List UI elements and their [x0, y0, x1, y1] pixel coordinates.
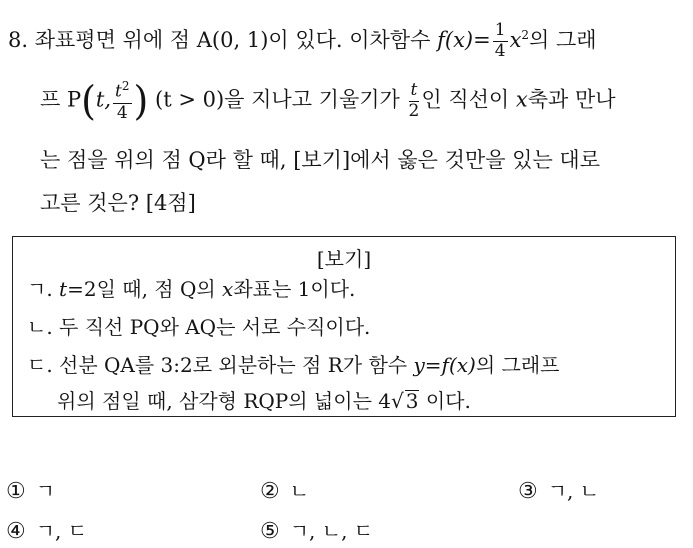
frac-numerator: $t^2$ — [115, 79, 130, 102]
point-p-t: t, — [95, 87, 112, 112]
left-paren: ( — [81, 78, 96, 125]
question-text-1a: 좌표평면 위에 점 A(0, 1)이 있다. 이차함수 — [34, 27, 431, 52]
function-fx: f(x) — [437, 27, 474, 52]
bogi-title: [보기] — [316, 247, 372, 271]
frac-numerator: 1 — [494, 20, 506, 40]
frac-denominator: 2 — [408, 100, 420, 121]
variable-x: x — [515, 87, 528, 112]
bogi-item-3: ㄷ. 선분 QA를 3:2로 외분하는 점 R가 함수 y=f(x)의 그래프 — [27, 353, 560, 377]
question-text-2c: 인 직선이 — [421, 87, 510, 112]
exponent: 2 — [521, 27, 530, 42]
question-number: 8. — [8, 27, 29, 52]
choice-4[interactable]: ④ ㄱ, ㄷ — [6, 519, 88, 544]
question-line-3: 는 점을 위의 점 Q라 할 때, [보기]에서 옳은 것만을 있는 대로 — [40, 148, 600, 172]
question-text-1b: 의 그래 — [529, 27, 597, 52]
choice-5[interactable]: ⑤ ㄱ, ㄴ, ㄷ — [260, 519, 374, 544]
choice-3[interactable]: ③ ㄱ, ㄴ — [518, 479, 600, 504]
right-paren: ) — [133, 78, 149, 125]
question-line-1 — [8, 22, 597, 61]
frac-denominator: 4 — [494, 40, 506, 61]
question-line-4: 고른 것은? [4점] — [40, 191, 196, 215]
fraction-t-over-2 — [408, 79, 420, 121]
frac-denominator: 4 — [116, 102, 128, 123]
sqrt-sign: √ — [390, 389, 404, 413]
equals-sign: = — [473, 27, 491, 52]
question-text-2d: 축과 만나 — [527, 87, 616, 112]
fraction-one-quarter — [493, 22, 508, 61]
variable-x: x — [509, 27, 522, 52]
choice-2[interactable]: ② ㄴ — [260, 479, 310, 504]
fraction-t2-over-4 — [113, 80, 131, 122]
question-text-2b: (t > 0)을 지나고 기울기가 — [155, 87, 400, 112]
question-text-2a: 프 P — [40, 87, 82, 112]
bogi-box — [12, 236, 676, 417]
bogi-item-1: ㄱ. t=2일 때, 점 Q의 x좌표는 1이다. — [27, 277, 356, 301]
choice-1[interactable]: ① ㄱ — [6, 479, 56, 504]
sqrt-value: 3 — [405, 389, 419, 413]
frac-numerator: t — [410, 79, 418, 100]
bogi-item-3-cont: 위의 점일 때, 삼각형 RQP의 넓이는 4√ 3 이다. — [57, 389, 471, 413]
question-line-2 — [40, 78, 616, 125]
bogi-item-2: ㄴ. 두 직선 PQ와 AQ는 서로 수직이다. — [27, 315, 371, 339]
